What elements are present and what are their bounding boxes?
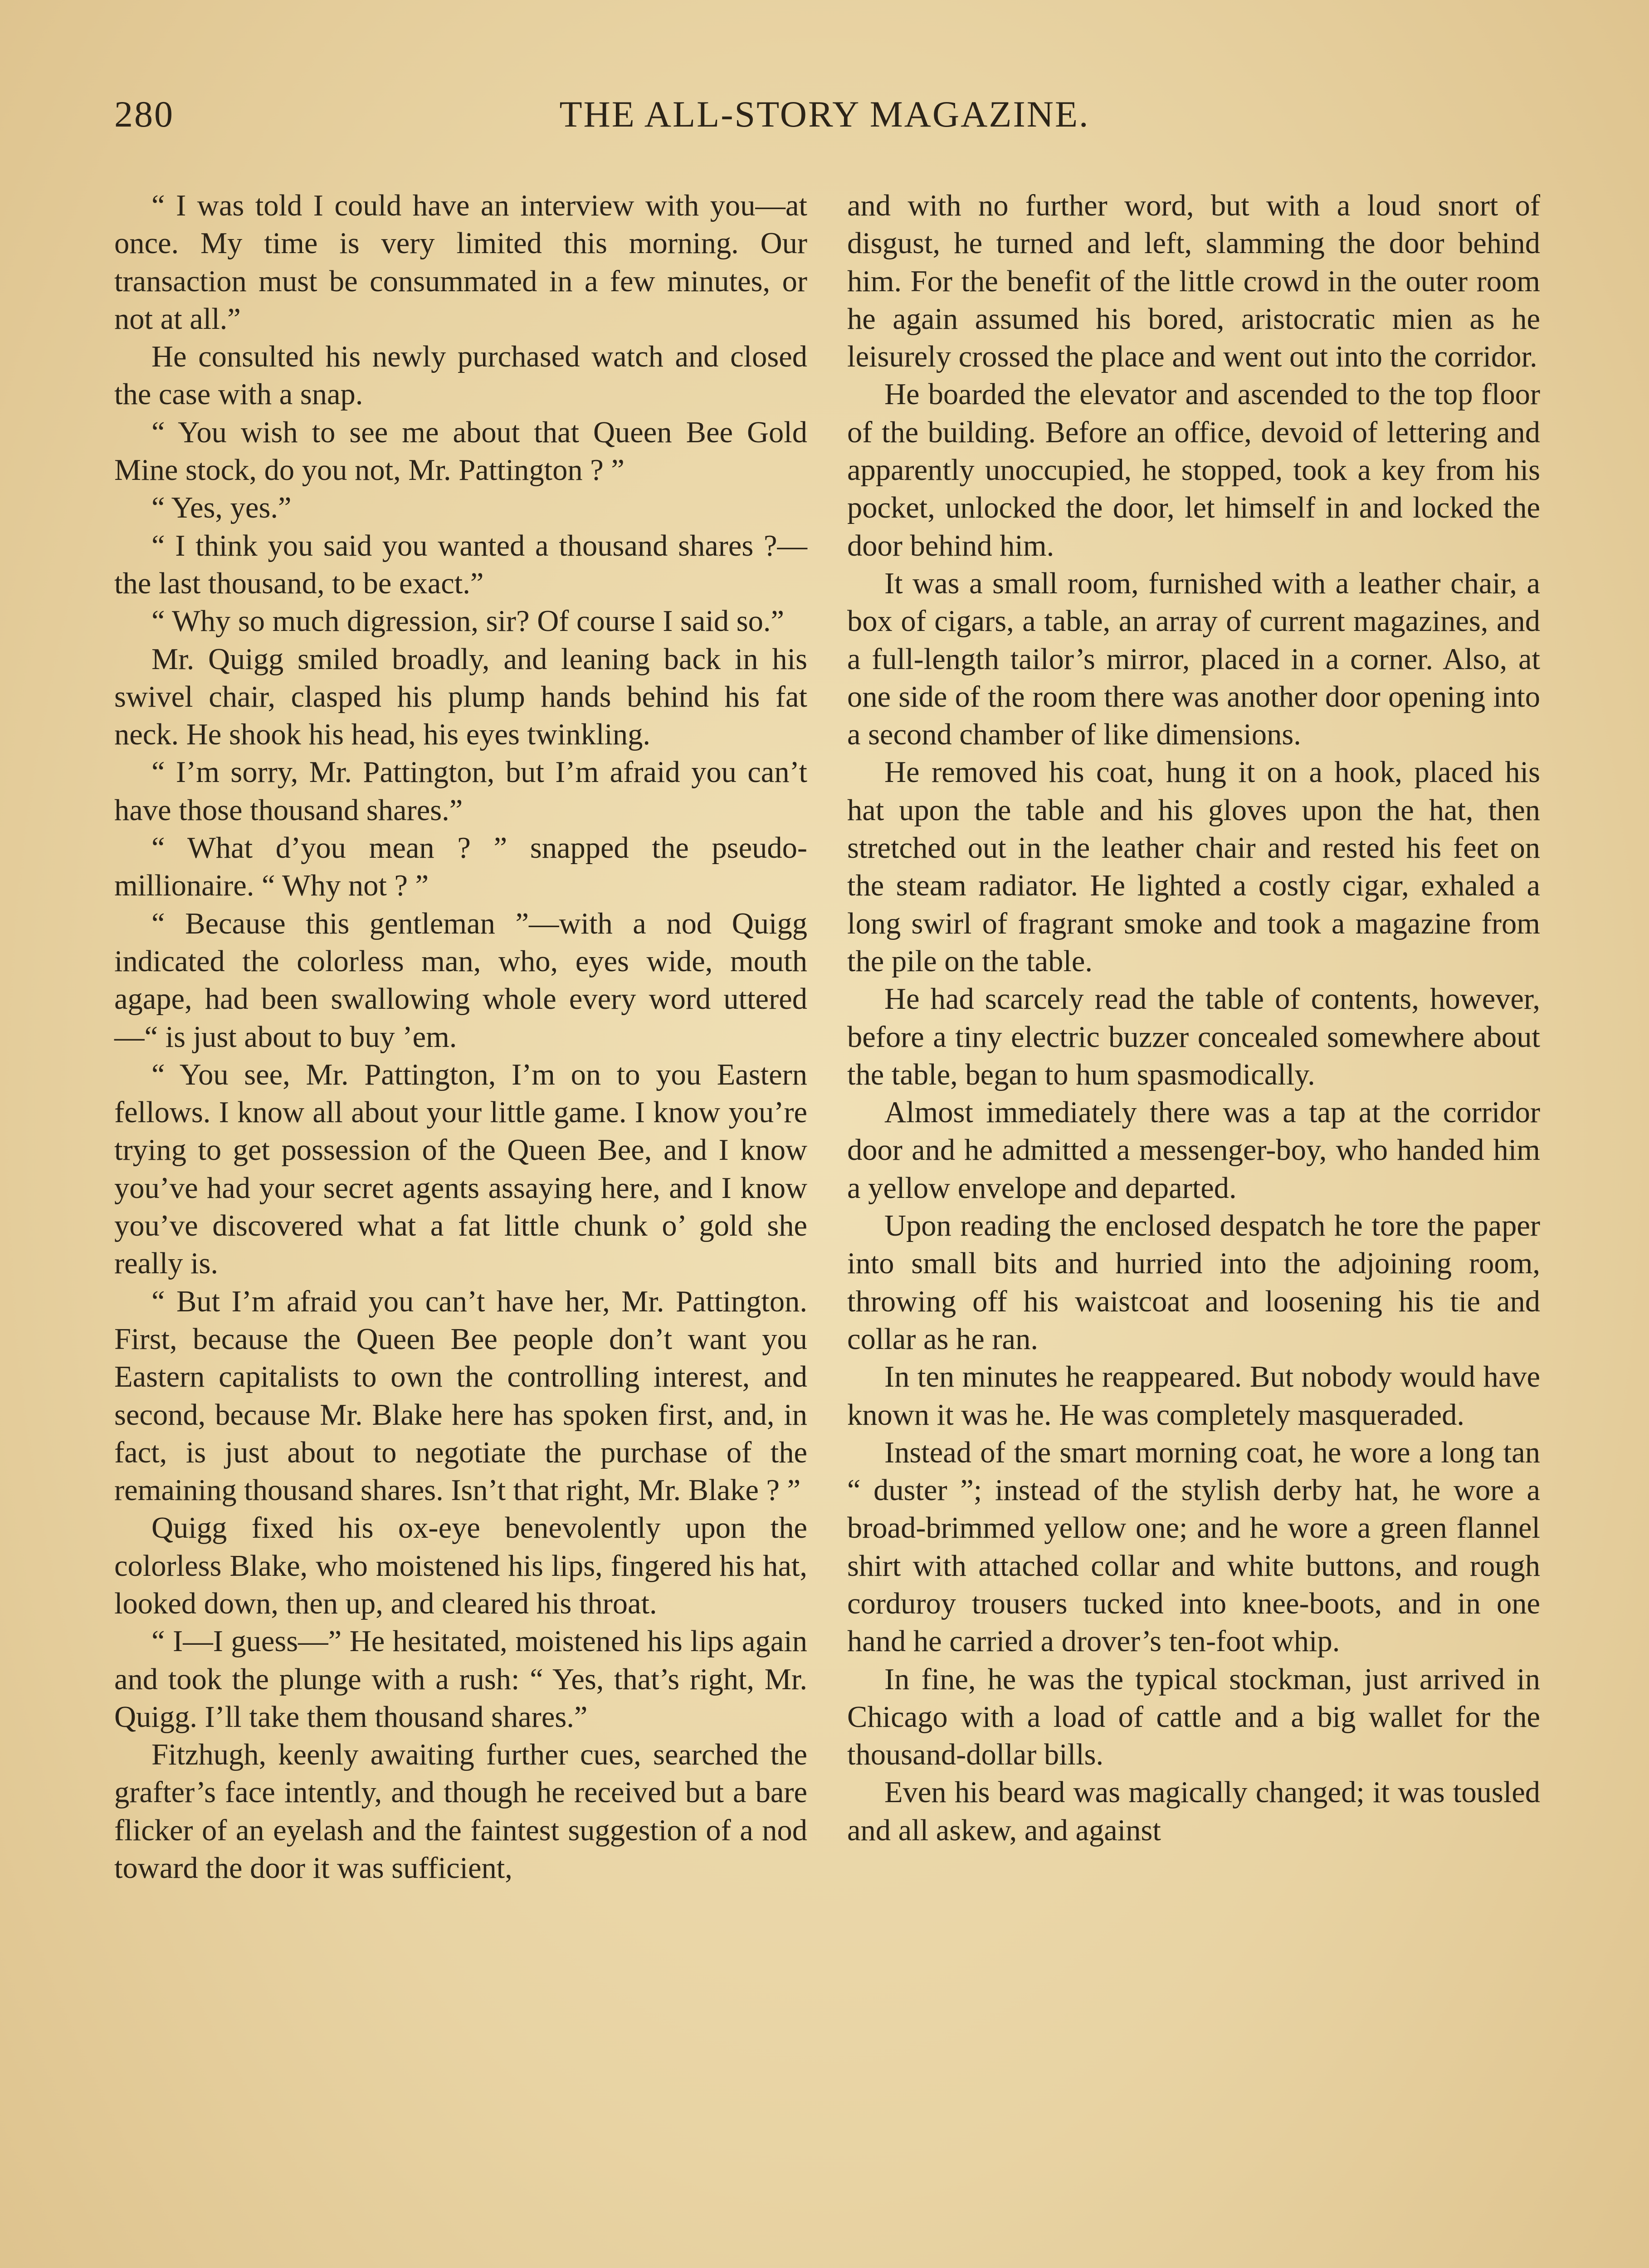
paragraph: Quigg fixed his ox-eye benevolently upon the colorless Blake, who moistened his lips, fingered his hat, looked down, then up, and cleared his throat. <box>114 1511 807 1620</box>
paragraph: “ Because this gentleman ”—with a nod Quigg indicated the colorless man, who, eyes wide, mouth agape, had been swallowing whole every word uttered—“ is just about to buy ’em. <box>114 907 807 1054</box>
left-column <box>114 187 807 1887</box>
paragraph: Instead of the smart morning coat, he wore a long tan “ duster ”; instead of the stylish derby hat, he wore a broad-brimmed yellow one; and he wore a green flannel shirt with attached collar and white buttons, and rough corduroy trousers tucked into knee-boots, and in one hand he carried a drover’s ten-foot whip. <box>847 1436 1540 1658</box>
paragraph: “ But I’m afraid you can’t have her, Mr. Pattington. First, because the Queen Bee people don’t want you Eastern capitalists to own the controlling interest, and second, because Mr. Blake here has spoken first, and, in fact, is just about to negotiate the purchase of the remaining thousand shares. Isn’t that right, Mr. Blake ? ” <box>114 1285 807 1507</box>
paragraph: It was a small room, furnished with a leather chair, a box of cigars, a table, an array of current magazines, and a full-length tailor’s mirror, placed in a corner. Also, at one side of the room there was another door opening into a second chamber of like dimensions. <box>847 567 1540 752</box>
paragraph: “ I—I guess—” He hesitated, moistened his lips again and took the plunge with a rush: “ Yes, that’s right, Mr. Quigg. I’ll take them thousand shares.” <box>114 1625 807 1734</box>
paragraph: Upon reading the enclosed despatch he tore the paper into small bits and hurried into the adjoining room, throwing off his waistcoat and loosening his tie and collar as he ran. <box>847 1209 1540 1356</box>
paragraph: “ I was told I could have an interview with you—at once. My time is very limited this morning. Our transaction must be consummated in a few minutes, or not at all.” <box>114 189 807 336</box>
paragraph: “ I think you said you wanted a thousand shares ?—the last thousand, to be exact.” <box>114 529 807 600</box>
paragraph: He had scarcely read the table of contents, however, before a tiny electric buzzer concealed somewhere about the table, began to hum spasmodically. <box>847 982 1540 1091</box>
running-title: THE ALL-STORY MAGAZINE. <box>559 93 1090 135</box>
right-column <box>847 187 1540 1849</box>
paragraph: Even his beard was magically changed; it was tousled and all askew, and against <box>847 1776 1540 1847</box>
page-number: 280 <box>114 93 174 135</box>
paragraph: “ You wish to see me about that Queen Bee Gold Mine stock, do you not, Mr. Pattington ? ” <box>114 415 807 487</box>
paragraph: “ Yes, yes.” <box>151 491 292 525</box>
page-header <box>114 93 1535 143</box>
paragraph: In fine, he was the typical stockman, just arrived in Chicago with a load of cattle and a big wallet for the thousand-dollar bills. <box>847 1662 1540 1772</box>
paragraph: He boarded the elevator and ascended to the top floor of the building. Before an office, devoid of lettering and apparently unoccupied, he stopped, took a key from his pocket, unlocked the door, let himself in and locked the door behind him. <box>847 378 1540 562</box>
paragraph: “ What d’you mean ? ” snapped the pseudo-millionaire. “ Why not ? ” <box>114 831 807 903</box>
paragraph: “ You see, Mr. Pattington, I’m on to you Eastern fellows. I know all about your little game. I know you’re trying to get possession of the Queen Bee, and I know you’ve had your secret agents assaying here, and I know you’ve discovered what a fat little chunk o’ gold she really is. <box>114 1058 807 1281</box>
paragraph: “ Why so much digression, sir? Of course I said so.” <box>151 605 784 638</box>
paragraph: He consulted his newly purchased watch and closed the case with a snap. <box>114 340 807 411</box>
paragraph: Mr. Quigg smiled broadly, and leaning back in his swivel chair, clasped his plump hands behind his fat neck. He shook his head, his eyes twinkling. <box>114 642 807 752</box>
paragraph: In ten minutes he reappeared. But nobody would have known it was he. He was completely masqueraded. <box>847 1360 1540 1432</box>
paragraph-continuation: and with no further word, but with a loud snort of disgust, he turned and left, slamming the door behind him. For the benefit of the little crowd in the outer room he again assumed his bored, aristocratic mien as he leisurely crossed the place and went out into the corridor. <box>847 189 1540 374</box>
paragraph: “ I’m sorry, Mr. Pattington, but I’m afraid you can’t have those thousand shares.” <box>114 756 807 827</box>
paragraph: Fitzhugh, keenly awaiting further cues, searched the grafter’s face intently, and though he received but a bare flicker of an eyelash and the faintest suggestion of a nod toward the door it was sufficient, <box>114 1738 807 1885</box>
paragraph: He removed his coat, hung it on a hook, placed his hat upon the table and his gloves upon the hat, then stretched out in the leather chair and rested his feet on the steam radiator. He lighted a costly cigar, exhaled a long swirl of fragrant smoke and took a magazine from the pile on the table. <box>847 756 1540 978</box>
paragraph: Almost immediately there was a tap at the corridor door and he admitted a messenger-boy, who handed him a yellow envelope and departed. <box>847 1096 1540 1205</box>
